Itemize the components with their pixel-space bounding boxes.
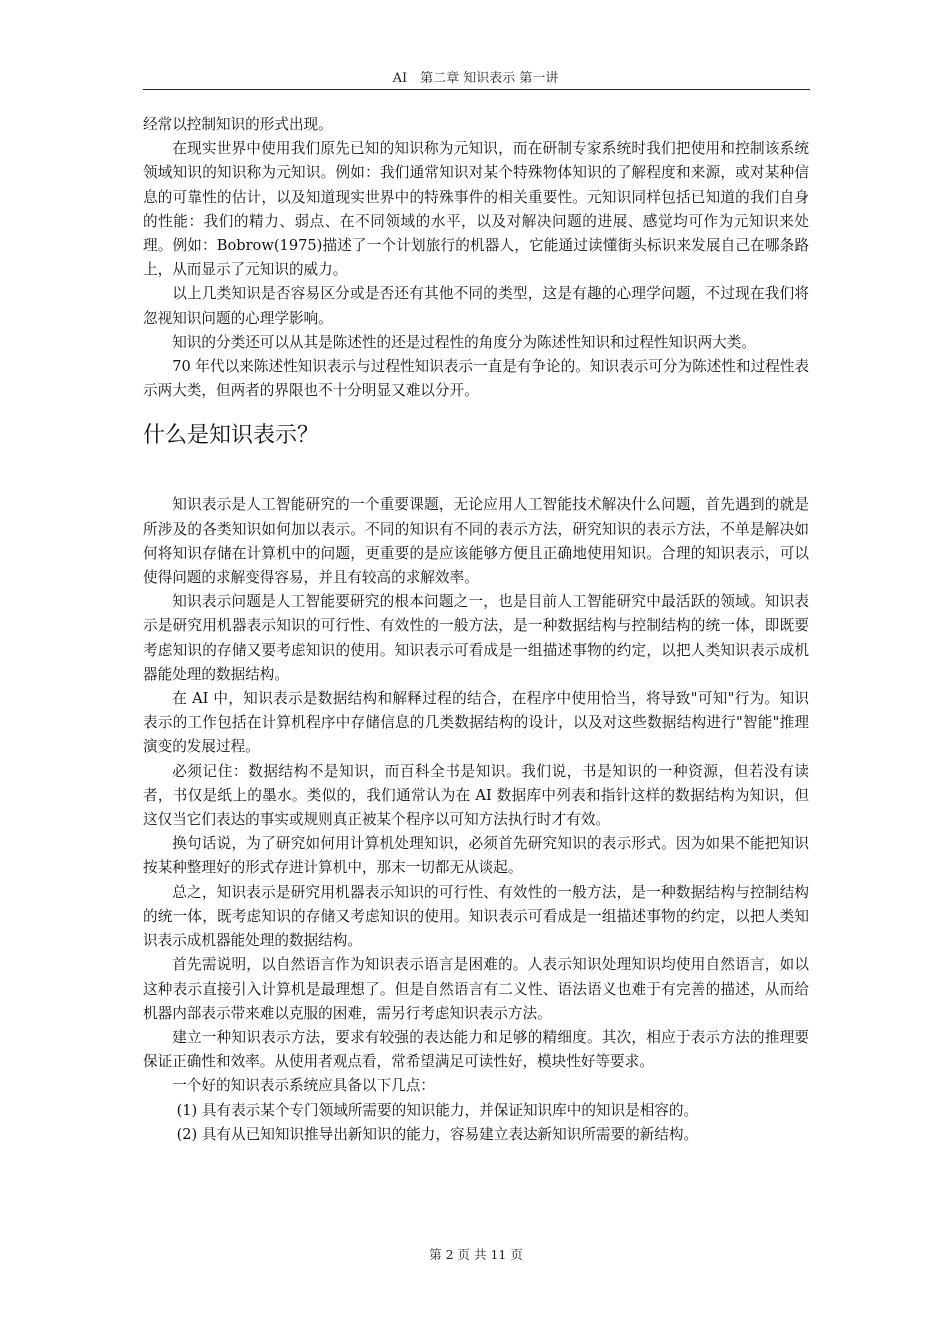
paragraph-classification: 知识的分类还可以从其是陈述性的还是过程性的角度分为陈述性知识和过程性知识两大类。 bbox=[172, 333, 756, 351]
page-number-footer: 第 2 页 共 11 页 bbox=[429, 1247, 523, 1262]
paragraph-meta-knowledge: 在现实世界中使用我们原先已知的知识称为元知识，而在研制专家系统时我们把使用和控制该系统领域知识的知识称为元知识。例如：我们通常知识对某个特殊物体知识的了解程度和来源，或对某种信息的可靠性的估计，以及知道现实世界中的特殊事件的相关重要性。元知识同样包括已知道的我们自身的性能：我们的精力、弱点、在不同领域的水平，以及对解决问题的进展、感觉均可作为元知识来处理。例如：Bobrow(1975)描述了一个计划旅行的机器人，它能通过读懂街头标识来发展自己在哪条路上，从而显示了元知识的威力。 bbox=[143, 140, 809, 279]
section-heading: 什么是知识表示？ bbox=[143, 423, 320, 449]
paragraph-declarative-procedural: 70 年代以来陈述性知识表示与过程性知识表示一直是有争论的。知识表示可分为陈述性和过程性表示两大类，但两者的界限也不十分明显又难以分开。 bbox=[143, 358, 809, 400]
paragraph: 知识表示是人工智能研究的一个重要课题，无论应用人工智能技术解决什么问题，首先遇到的就是所涉及的各类知识如何加以表示。不同的知识有不同的表示方法，研究知识的表示方法，不单是解决如何将知识存储在计算机中的问题，更重要的是应该能够方便且正确地使用知识。合理的知识表示，可以使得问题的求解变得容易，并且有较高的求解效率。 bbox=[143, 496, 809, 587]
paragraph: 必须记住：数据结构不是知识，而百科全书是知识。我们说，书是知识的一种资源，但若没有读者，书仅是纸上的墨水。类似的，我们通常认为在 AI 数据库中列表和指针这样的数据结构为知识，但这仅当它们表达的事实或规则真正被某个程序以可知方法执行时才有效。 bbox=[143, 762, 809, 829]
paragraph-continuation: 经常以控制知识的形式出现。 bbox=[143, 116, 333, 133]
header-divider bbox=[143, 89, 810, 90]
paragraph: 总之，知识表示是研究用机器表示知识的可行性、有效性的一般方法，是一种数据结构与控制结构的统一体，既考虑知识的存储又考虑知识的使用。知识表示可看成是一组描述事物的约定，以把人类知识表示成机器能处理的数据结构。 bbox=[143, 883, 809, 950]
paragraph: 知识表示问题是人工智能要研究的根本问题之一，也是目前人工智能研究中最活跃的领域。知识表示是研究用机器表示知识的可行性、有效性的一般方法，是一种数据结构与控制结构的统一体，即既要考虑知识的存储又要考虑知识的使用。知识表示可看成是一组描述事物的约定，以把人类知识表示成机器能处理的数据结构。 bbox=[143, 593, 809, 683]
paragraph: 首先需说明，以自然语言作为知识表示语言是困难的。人表示知识处理知识均使用自然语言，如以这种表示直接引入计算机是最理想了。但是自然语言有二义性、语法语义也难于有完善的描述，从而给机器内部表示带来难以克服的困难，需另行考虑知识表示方法。 bbox=[143, 956, 809, 1022]
running-header: AI 第二章 知识表示 第一讲 bbox=[392, 71, 559, 86]
paragraph: 一个好的知识表示系统应具备以下几点： bbox=[172, 1077, 435, 1095]
list-item: (1) 具有表示某个专门领域所需要的知识能力，并保证知识库中的知识是相容的。 bbox=[176, 1101, 699, 1119]
paragraph: 建立一种知识表示方法，要求有较强的表达能力和足够的精细度。其次，相应于表示方法的推理要保证正确性和效率。从使用者观点看，常希望满足可读性好，模块性好等要求。 bbox=[143, 1028, 809, 1071]
paragraph: 在 AI 中，知识表示是数据结构和解释过程的结合，在程序中使用恰当，将导致"可知"行为。知识表示的工作包括在计算机程序中存储信息的几类数据结构的设计，以及对这些数据结构进行"智能"推理演变的发展过程。 bbox=[143, 690, 809, 756]
page-body bbox=[143, 113, 809, 1147]
paragraph: 换句话说，为了研究如何用计算机处理知识，必须首先研究知识的表示形式。因为如果不能把知识按某种整理好的形式存进计算机中，那末一切都无从谈起。 bbox=[143, 835, 809, 877]
list-item: (2) 具有从已知知识推导出新知识的能力，容易建立表达新知识所需要的新结构。 bbox=[176, 1125, 699, 1143]
paragraph-knowledge-types: 以上几类知识是否容易区分或是否还有其他不同的类型，这是有趣的心理学问题，不过现在我们将忽视知识问题的心理学影响。 bbox=[143, 285, 809, 327]
